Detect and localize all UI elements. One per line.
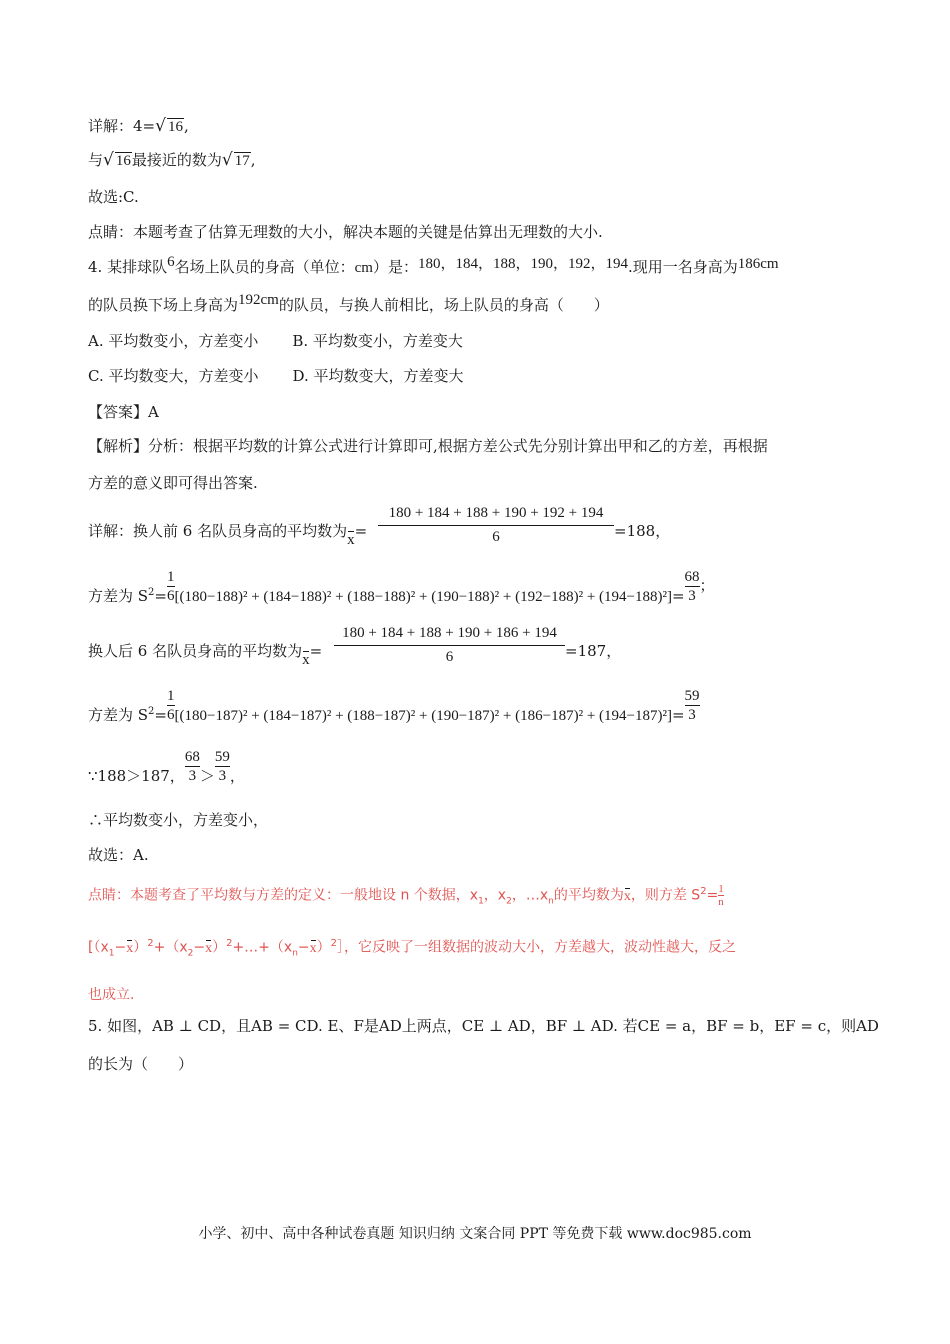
option-d: D. 平均数变大，方差变大 (292, 367, 464, 385)
q5-stem-line1: 5. 如图，AB ⊥ CD，且AB = CD. E、F是AD上两点，CE ⊥ AD，BF ⊥ AD. 若CE = a，BF = b，EF = c，则AD (88, 1017, 879, 1035)
q4-options-row1 (88, 331, 463, 351)
variance-before-line: 方差为 $S^2=$ $\frac{1}{6}$ [(180−188)² + (184−188)² + (188−188)² + (190−188)² + (192−188)² + (194−188)²]= $\frac{68}{3}$ ； (88, 569, 715, 605)
red-comment-line3: 也成立. (88, 987, 135, 1003)
variance-after-line: 方差为 $S^2=$ $\frac{1}{6}$ [(180−187)² + (184−187)² + (188−187)² + (190−187)² + (186−187)² + (194−187)²]= $\frac{59}{3}$ (88, 688, 700, 724)
q4-options-row2 (88, 366, 464, 386)
q3-detail-line: 详解：4=√ 16, (88, 116, 189, 136)
mean-before-result: =188， (614, 522, 671, 540)
red-comment-line1: 点睛：本题考查了平均数与方差的定义：一般地设 n 个数据，$x_1$，$x_2$，$\dots x_n$的平均数为x，则方差 $S^2=$ $\frac{1}{n}$ (88, 883, 724, 909)
q5-stem-line2: 的长为（ ） (88, 1055, 194, 1073)
q3-comment: 点睛：本题考查了估算无理数的大小，解决本题的关键是估算出无理数的大小. (88, 223, 603, 241)
x-bar-symbol: x (347, 532, 355, 548)
mean-after-result: =187， (565, 642, 622, 660)
q4-analysis-line1: 【解析】分析：根据平均数的计算公式进行计算即可,根据方差公式先分别计算出甲和乙的方差，再根据 (88, 437, 768, 455)
mean-after-label: 换人后 6 名队员身高的平均数为x= (88, 642, 323, 668)
comparison-line: ∵188＞187， $\frac{68}{3}$ ＞ $\frac{59}{3}$ ， (88, 749, 245, 785)
option-a: A. 平均数变小，方差变小 (88, 332, 259, 350)
q4-choice: 故选：A. (88, 846, 149, 864)
sqrt-radicand: 16 (167, 119, 183, 135)
therefore-line: ∴平均数变小，方差变小， (88, 811, 269, 829)
page-footer: 小学、初中、高中各种试卷真题 知识归纳 文案合同 PPT 等免费下载 www.doc985.com (198, 1226, 752, 1242)
q4-answer: 【答案】A (88, 403, 159, 421)
q3-choice: 故选:C. (88, 188, 139, 206)
mean-before-label: 详解：换人前 6 名队员身高的平均数为x= (88, 522, 368, 548)
mean-before-fraction: 180 + 184 + 188 + 190 + 192 + 194 6 (378, 505, 614, 546)
red-comment-line2: [$(x_1-x)^2+(x_2-x)^2+\dots+(x_n-x)^2]$，它反映了一组数据的波动大小，方差越大，波动性越大，反之 (88, 938, 737, 959)
option-b: B. 平均数变小，方差变大 (292, 332, 463, 350)
q4-stem-line1: 4. 某排球队6名场上队员的身高（单位：cm）是：180，184，188，190，192，194.现用一名身高为186cm (88, 254, 779, 276)
mean-after-fraction: 180 + 184 + 188 + 190 + 186 + 194 6 (334, 625, 565, 666)
sqrt-sign: √ (155, 116, 166, 136)
variance-before-value: $\frac{68}{3}$ (684, 569, 700, 604)
variance-after-value: $\frac{59}{3}$ (684, 688, 700, 723)
q3-nearest-line: 与√ 16最接近的数为√ 17, (88, 150, 256, 170)
q4-stem-line2: 的队员换下场上身高为192cm的队员，与换人前相比，场上队员的身高（ ） (88, 292, 609, 314)
option-c: C. 平均数变大，方差变小 (88, 367, 259, 385)
q4-analysis-line2: 方差的意义即可得出答案. (88, 474, 258, 492)
one-sixth: $\frac{1}{6}$ (167, 569, 175, 604)
